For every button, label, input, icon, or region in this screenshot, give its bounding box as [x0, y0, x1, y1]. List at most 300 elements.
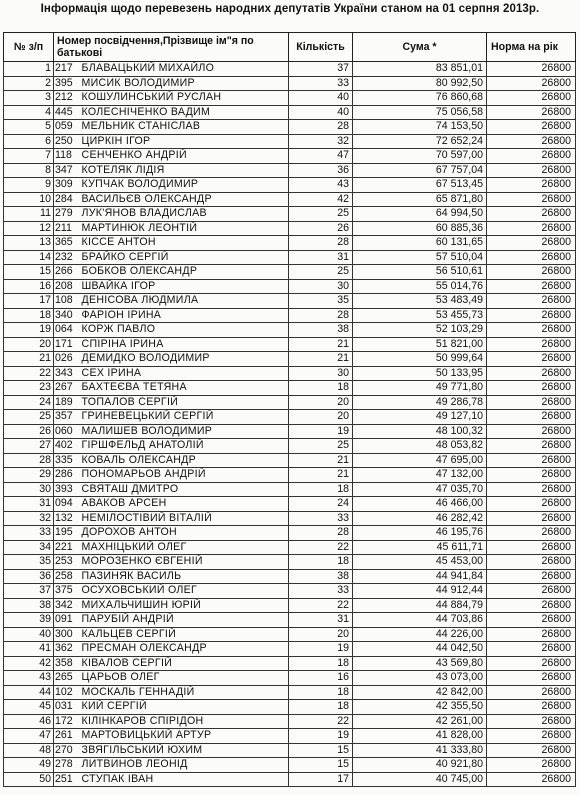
trip-count: 33	[289, 584, 353, 599]
amount: 55 014,76	[353, 279, 487, 294]
annual-limit: 26800	[487, 584, 576, 599]
amount: 40 921,80	[353, 758, 487, 773]
deputy-name: АВАКОВ АРСЕН	[80, 497, 289, 512]
row-number: 43	[4, 671, 54, 686]
row-number: 28	[4, 453, 54, 468]
annual-limit: 26800	[487, 410, 576, 425]
amount: 60 885,36	[353, 221, 487, 236]
trip-count: 21	[289, 453, 353, 468]
table-row	[4, 526, 576, 541]
certificate-number: 108	[54, 294, 80, 309]
deputies-transport-table	[3, 32, 576, 787]
table-row	[4, 120, 576, 135]
table-row	[4, 685, 576, 700]
table-row	[4, 743, 576, 758]
row-number: 32	[4, 511, 54, 526]
certificate-number: 102	[54, 685, 80, 700]
row-number: 6	[4, 134, 54, 149]
trip-count: 17	[289, 772, 353, 787]
table-row	[4, 62, 576, 77]
annual-limit: 26800	[487, 555, 576, 570]
deputy-name: ТОПАЛОВ СЕРГІЙ	[80, 395, 289, 410]
certificate-number: 270	[54, 743, 80, 758]
certificate-number: 031	[54, 700, 80, 715]
deputy-name: СТУПАК ІВАН	[80, 772, 289, 787]
amount: 42 355,50	[353, 700, 487, 715]
row-number: 37	[4, 584, 54, 599]
table-row	[4, 540, 576, 555]
row-number: 29	[4, 468, 54, 483]
amount: 45 611,71	[353, 540, 487, 555]
amount: 44 226,00	[353, 627, 487, 642]
certificate-number: 342	[54, 598, 80, 613]
trip-count: 18	[289, 656, 353, 671]
annual-limit: 26800	[487, 613, 576, 628]
annual-limit: 26800	[487, 149, 576, 164]
table-header	[4, 33, 576, 62]
trip-count: 42	[289, 192, 353, 207]
deputy-name: БРАЙКО СЕРГІЙ	[80, 250, 289, 265]
amount: 44 941,84	[353, 569, 487, 584]
amount: 46 466,00	[353, 497, 487, 512]
row-number: 4	[4, 105, 54, 120]
trip-count: 47	[289, 149, 353, 164]
deputy-name: КОШУЛИНСЬКИЙ РУСЛАН	[80, 91, 289, 106]
annual-limit: 26800	[487, 642, 576, 657]
trip-count: 26	[289, 221, 353, 236]
header-num: № з/п	[4, 33, 54, 62]
header-norm: Норма на рік	[487, 33, 576, 62]
annual-limit: 26800	[487, 482, 576, 497]
header-name: Номер посвідчення,Прізвище ім"я по батькові	[54, 33, 289, 62]
trip-count: 19	[289, 729, 353, 744]
trip-count: 40	[289, 105, 353, 120]
table-row	[4, 76, 576, 91]
amount: 44 703,86	[353, 613, 487, 628]
amount: 70 597,00	[353, 149, 487, 164]
certificate-number: 362	[54, 642, 80, 657]
certificate-number: 265	[54, 671, 80, 686]
row-number: 15	[4, 265, 54, 280]
amount: 48 053,82	[353, 439, 487, 454]
certificate-number: 286	[54, 468, 80, 483]
row-number: 44	[4, 685, 54, 700]
table-row	[4, 714, 576, 729]
table-row	[4, 265, 576, 280]
annual-limit: 26800	[487, 526, 576, 541]
trip-count: 18	[289, 555, 353, 570]
header-sum: Сума *	[353, 33, 487, 62]
trip-count: 22	[289, 540, 353, 555]
annual-limit: 26800	[487, 439, 576, 454]
annual-limit: 26800	[487, 685, 576, 700]
certificate-number: 026	[54, 352, 80, 367]
deputy-name: МЕЛЬНИК СТАНІСЛАВ	[80, 120, 289, 135]
annual-limit: 26800	[487, 352, 576, 367]
annual-limit: 26800	[487, 120, 576, 135]
annual-limit: 26800	[487, 627, 576, 642]
trip-count: 28	[289, 526, 353, 541]
trip-count: 20	[289, 395, 353, 410]
deputy-name: БЛАВАЦЬКИЙ МИХАЙЛО	[80, 62, 289, 77]
table-row	[4, 410, 576, 425]
amount: 44 042,50	[353, 642, 487, 657]
row-number: 9	[4, 178, 54, 193]
table-row	[4, 729, 576, 744]
deputy-name: КУПЧАК ВОЛОДИМИР	[80, 178, 289, 193]
row-number: 31	[4, 497, 54, 512]
certificate-number: 208	[54, 279, 80, 294]
deputy-name: ПАЗИНЯК ВАСИЛЬ	[80, 569, 289, 584]
certificate-number: 347	[54, 163, 80, 178]
trip-count: 38	[289, 323, 353, 338]
annual-limit: 26800	[487, 671, 576, 686]
certificate-number: 094	[54, 497, 80, 512]
deputy-name: КІВАЛОВ СЕРГІЙ	[80, 656, 289, 671]
row-number: 22	[4, 366, 54, 381]
amount: 41 828,00	[353, 729, 487, 744]
deputy-name: КІССЕ АНТОН	[80, 236, 289, 251]
certificate-number: 064	[54, 323, 80, 338]
row-number: 47	[4, 729, 54, 744]
trip-count: 38	[289, 569, 353, 584]
certificate-number: 335	[54, 453, 80, 468]
table-row	[4, 192, 576, 207]
annual-limit: 26800	[487, 468, 576, 483]
trip-count: 18	[289, 381, 353, 396]
table-row	[4, 381, 576, 396]
amount: 83 851,01	[353, 62, 487, 77]
certificate-number: 251	[54, 772, 80, 787]
trip-count: 22	[289, 714, 353, 729]
deputy-name: КОВАЛЬ ОЛЕКСАНДР	[80, 453, 289, 468]
deputy-name: МИСИК ВОЛОДИМИР	[80, 76, 289, 91]
table-row	[4, 584, 576, 599]
table-row	[4, 656, 576, 671]
certificate-number: 118	[54, 149, 80, 164]
row-number: 27	[4, 439, 54, 454]
annual-limit: 26800	[487, 700, 576, 715]
deputy-name: ОСУХОВСЬКИЙ ОЛЕГ	[80, 584, 289, 599]
amount: 56 510,61	[353, 265, 487, 280]
certificate-number: 059	[54, 120, 80, 135]
amount: 49 771,80	[353, 381, 487, 396]
table-row	[4, 758, 576, 773]
trip-count: 32	[289, 134, 353, 149]
row-number: 12	[4, 221, 54, 236]
amount: 53 483,49	[353, 294, 487, 309]
table-body	[4, 62, 576, 787]
deputy-name: ЦИРКІН ІГОР	[80, 134, 289, 149]
deputy-name: БАХТЕЄВА ТЕТЯНА	[80, 381, 289, 396]
trip-count: 30	[289, 279, 353, 294]
amount: 80 992,50	[353, 76, 487, 91]
deputy-name: ДЕНІСОВА ЛЮДМИЛА	[80, 294, 289, 309]
trip-count: 31	[289, 250, 353, 265]
annual-limit: 26800	[487, 105, 576, 120]
trip-count: 35	[289, 294, 353, 309]
row-number: 30	[4, 482, 54, 497]
row-number: 49	[4, 758, 54, 773]
certificate-number: 221	[54, 540, 80, 555]
row-number: 1	[4, 62, 54, 77]
row-number: 14	[4, 250, 54, 265]
certificate-number: 266	[54, 265, 80, 280]
certificate-number: 172	[54, 714, 80, 729]
table-row	[4, 221, 576, 236]
deputy-name: КІЛІНКАРОВ СПІРІДОН	[80, 714, 289, 729]
table-row	[4, 772, 576, 787]
trip-count: 21	[289, 468, 353, 483]
table-row	[4, 598, 576, 613]
deputy-name: ДОРОХОВ АНТОН	[80, 526, 289, 541]
amount: 41 333,80	[353, 743, 487, 758]
row-number: 25	[4, 410, 54, 425]
annual-limit: 26800	[487, 221, 576, 236]
trip-count: 19	[289, 424, 353, 439]
amount: 72 652,24	[353, 134, 487, 149]
trip-count: 18	[289, 482, 353, 497]
amount: 52 103,29	[353, 323, 487, 338]
deputy-name: СЕНЧЕНКО АНДРІЙ	[80, 149, 289, 164]
annual-limit: 26800	[487, 134, 576, 149]
trip-count: 28	[289, 236, 353, 251]
annual-limit: 26800	[487, 569, 576, 584]
table-row	[4, 207, 576, 222]
annual-limit: 26800	[487, 91, 576, 106]
header-row	[4, 33, 576, 62]
certificate-number: 300	[54, 627, 80, 642]
row-number: 20	[4, 337, 54, 352]
trip-count: 21	[289, 337, 353, 352]
trip-count: 16	[289, 671, 353, 686]
deputy-name: ГРИНЕВЕЦЬКИЙ СЕРГІЙ	[80, 410, 289, 425]
certificate-number: 171	[54, 337, 80, 352]
trip-count: 33	[289, 511, 353, 526]
row-number: 13	[4, 236, 54, 251]
deputy-name: БОБКОВ ОЛЕКСАНДР	[80, 265, 289, 280]
amount: 67 513,45	[353, 178, 487, 193]
row-number: 18	[4, 308, 54, 323]
annual-limit: 26800	[487, 598, 576, 613]
certificate-number: 060	[54, 424, 80, 439]
annual-limit: 26800	[487, 714, 576, 729]
amount: 43 073,00	[353, 671, 487, 686]
certificate-number: 393	[54, 482, 80, 497]
amount: 40 745,00	[353, 772, 487, 787]
row-number: 33	[4, 526, 54, 541]
amount: 60 131,65	[353, 236, 487, 251]
amount: 48 100,32	[353, 424, 487, 439]
row-number: 2	[4, 76, 54, 91]
amount: 47 132,00	[353, 468, 487, 483]
deputy-name: СПІРІНА ІРИНА	[80, 337, 289, 352]
annual-limit: 26800	[487, 366, 576, 381]
row-number: 48	[4, 743, 54, 758]
deputy-name: МОСКАЛЬ ГЕННАДІЙ	[80, 685, 289, 700]
deputy-name: МАРТИНЮК ЛЕОНТІЙ	[80, 221, 289, 236]
annual-limit: 26800	[487, 265, 576, 280]
trip-count: 40	[289, 91, 353, 106]
table-row	[4, 439, 576, 454]
certificate-number: 365	[54, 236, 80, 251]
annual-limit: 26800	[487, 294, 576, 309]
trip-count: 20	[289, 410, 353, 425]
certificate-number: 212	[54, 91, 80, 106]
row-number: 42	[4, 656, 54, 671]
annual-limit: 26800	[487, 192, 576, 207]
certificate-number: 211	[54, 221, 80, 236]
row-number: 19	[4, 323, 54, 338]
row-number: 10	[4, 192, 54, 207]
table-row	[4, 149, 576, 164]
certificate-number: 445	[54, 105, 80, 120]
trip-count: 28	[289, 308, 353, 323]
trip-count: 25	[289, 207, 353, 222]
deputy-name: КАЛЬЦЕВ СЕРГІЙ	[80, 627, 289, 642]
row-number: 50	[4, 772, 54, 787]
row-number: 35	[4, 555, 54, 570]
annual-limit: 26800	[487, 163, 576, 178]
trip-count: 18	[289, 700, 353, 715]
trip-count: 15	[289, 743, 353, 758]
deputy-name: ЗВЯГІЛЬСЬКИЙ ЮХИМ	[80, 743, 289, 758]
trip-count: 25	[289, 265, 353, 280]
certificate-number: 253	[54, 555, 80, 570]
table-row	[4, 424, 576, 439]
amount: 57 510,04	[353, 250, 487, 265]
trip-count: 37	[289, 62, 353, 77]
table-row	[4, 642, 576, 657]
certificate-number: 267	[54, 381, 80, 396]
amount: 76 860,68	[353, 91, 487, 106]
certificate-number: 091	[54, 613, 80, 628]
table-row	[4, 163, 576, 178]
row-number: 17	[4, 294, 54, 309]
deputy-name: ПАРУБІЙ АНДРІЙ	[80, 613, 289, 628]
certificate-number: 279	[54, 207, 80, 222]
certificate-number: 309	[54, 178, 80, 193]
deputy-name: КОТЕЛЯК ЛІДІЯ	[80, 163, 289, 178]
trip-count: 25	[289, 439, 353, 454]
trip-count: 33	[289, 76, 353, 91]
table-row	[4, 613, 576, 628]
annual-limit: 26800	[487, 279, 576, 294]
trip-count: 31	[289, 613, 353, 628]
amount: 44 884,79	[353, 598, 487, 613]
row-number: 46	[4, 714, 54, 729]
deputy-name: МАЛИШЕВ ВОЛОДИМИР	[80, 424, 289, 439]
deputy-name: КИЙ СЕРГІЙ	[80, 700, 289, 715]
annual-limit: 26800	[487, 76, 576, 91]
header-qty: Кількість	[289, 33, 353, 62]
row-number: 8	[4, 163, 54, 178]
table-row	[4, 178, 576, 193]
deputy-name: МАРТОВИЦЬКИЙ АРТУР	[80, 729, 289, 744]
certificate-number: 343	[54, 366, 80, 381]
certificate-number: 284	[54, 192, 80, 207]
table-row	[4, 279, 576, 294]
row-number: 5	[4, 120, 54, 135]
annual-limit: 26800	[487, 540, 576, 555]
annual-limit: 26800	[487, 207, 576, 222]
annual-limit: 26800	[487, 758, 576, 773]
annual-limit: 26800	[487, 772, 576, 787]
certificate-number: 395	[54, 76, 80, 91]
table-row	[4, 700, 576, 715]
certificate-number: 189	[54, 395, 80, 410]
annual-limit: 26800	[487, 656, 576, 671]
deputy-name: ПРЕСМАН ОЛЕКСАНДР	[80, 642, 289, 657]
row-number: 21	[4, 352, 54, 367]
table-row	[4, 366, 576, 381]
certificate-number: 402	[54, 439, 80, 454]
trip-count: 36	[289, 163, 353, 178]
table-row	[4, 569, 576, 584]
trip-count: 22	[289, 598, 353, 613]
table-row	[4, 308, 576, 323]
table-row	[4, 555, 576, 570]
deputy-name: ЛУК'ЯНОВ ВЛАДИСЛАВ	[80, 207, 289, 222]
certificate-number: 132	[54, 511, 80, 526]
amount: 64 994,50	[353, 207, 487, 222]
row-number: 39	[4, 613, 54, 628]
deputy-name: ВАСИЛЬЄВ ОЛЕКСАНДР	[80, 192, 289, 207]
annual-limit: 26800	[487, 497, 576, 512]
amount: 53 455,73	[353, 308, 487, 323]
table-row	[4, 134, 576, 149]
certificate-number: 217	[54, 62, 80, 77]
table-row	[4, 105, 576, 120]
deputy-name: ЦАРЬОВ ОЛЕГ	[80, 671, 289, 686]
amount: 44 912,44	[353, 584, 487, 599]
table-row	[4, 511, 576, 526]
amount: 42 261,00	[353, 714, 487, 729]
amount: 49 127,10	[353, 410, 487, 425]
row-number: 7	[4, 149, 54, 164]
annual-limit: 26800	[487, 743, 576, 758]
trip-count: 15	[289, 758, 353, 773]
trip-count: 24	[289, 497, 353, 512]
table-row	[4, 627, 576, 642]
row-number: 26	[4, 424, 54, 439]
table-row	[4, 91, 576, 106]
amount: 50 999,64	[353, 352, 487, 367]
table-row	[4, 468, 576, 483]
annual-limit: 26800	[487, 323, 576, 338]
certificate-number: 357	[54, 410, 80, 425]
annual-limit: 26800	[487, 395, 576, 410]
deputy-name: ПОНОМАРЬОВ АНДРІЙ	[80, 468, 289, 483]
certificate-number: 261	[54, 729, 80, 744]
annual-limit: 26800	[487, 511, 576, 526]
table-row	[4, 352, 576, 367]
certificate-number: 195	[54, 526, 80, 541]
table-row	[4, 337, 576, 352]
annual-limit: 26800	[487, 424, 576, 439]
certificate-number: 340	[54, 308, 80, 323]
trip-count: 18	[289, 685, 353, 700]
annual-limit: 26800	[487, 453, 576, 468]
trip-count: 28	[289, 120, 353, 135]
certificate-number: 250	[54, 134, 80, 149]
amount: 43 569,80	[353, 656, 487, 671]
certificate-number: 232	[54, 250, 80, 265]
amount: 50 133,95	[353, 366, 487, 381]
row-number: 34	[4, 540, 54, 555]
table-row	[4, 250, 576, 265]
row-number: 41	[4, 642, 54, 657]
